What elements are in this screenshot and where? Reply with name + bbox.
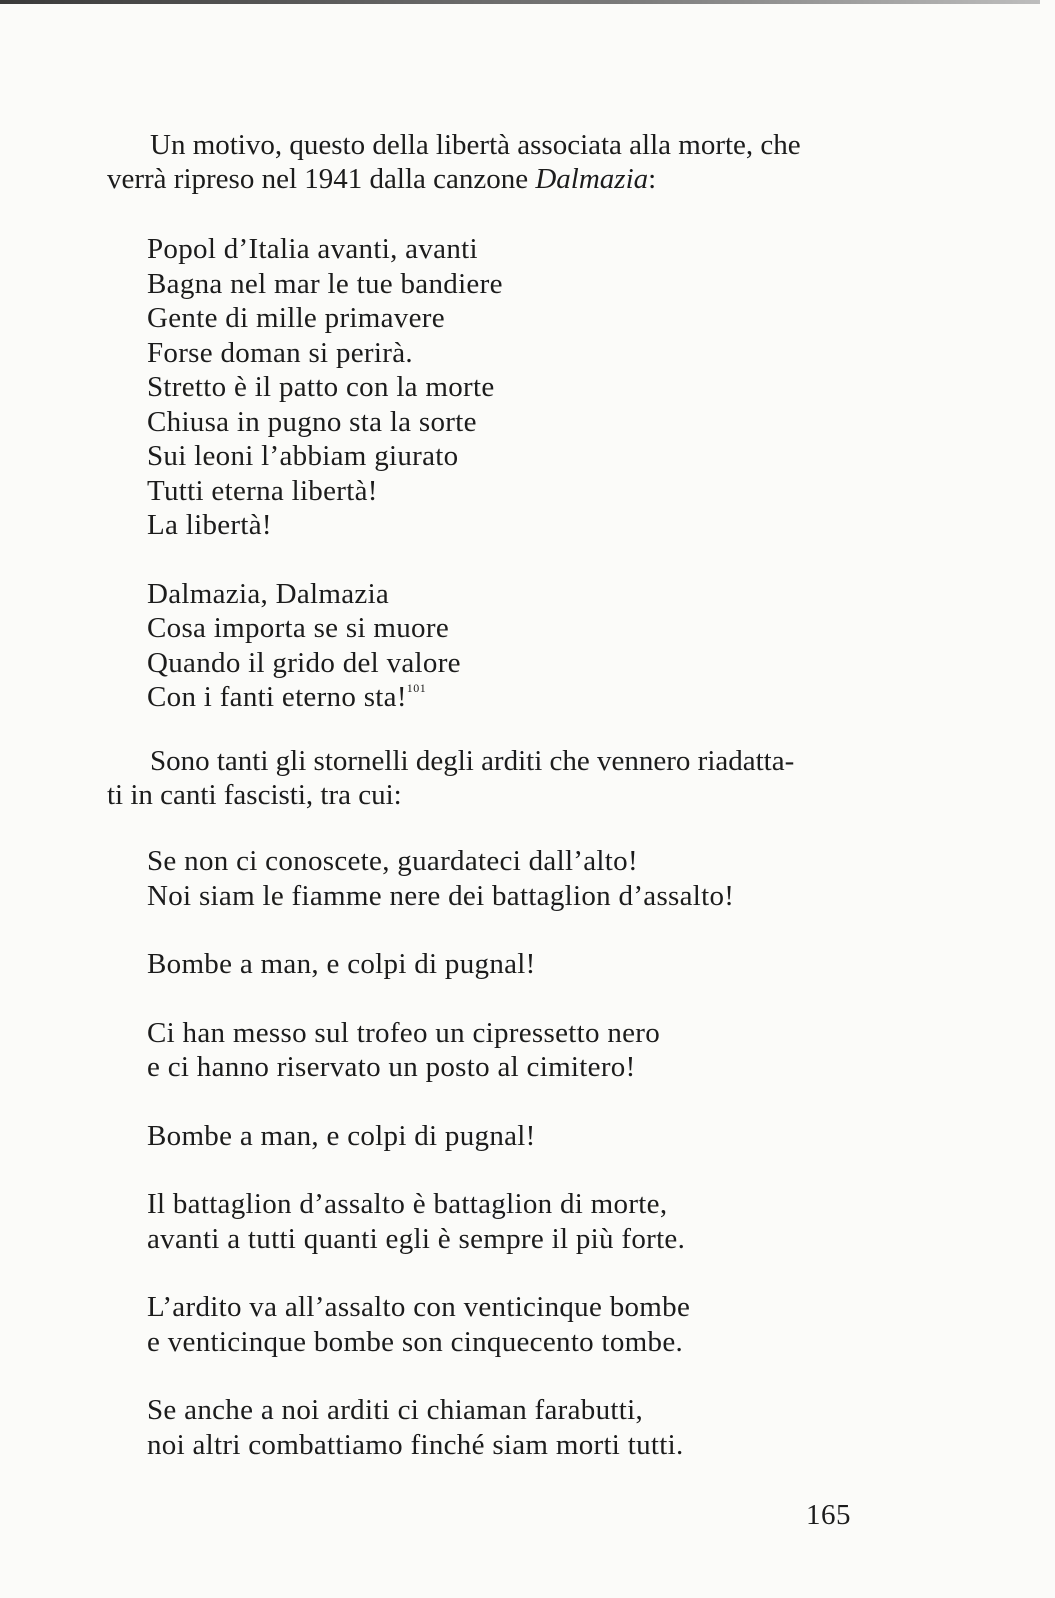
intro-paragraph xyxy=(107,128,867,196)
song-verse: Tutti eterna libertà! xyxy=(147,474,378,507)
stornello-verse: Il battaglion d’assalto è battaglion di morte, xyxy=(147,1188,668,1220)
song-verse: Forse doman si perirà. xyxy=(147,336,413,369)
stornello-verse: avanti a tutti quanti egli è sempre il più forte. xyxy=(147,1222,686,1255)
song-verse-last-text: Con i fanti eterno sta! xyxy=(147,681,407,713)
page-number: 165 xyxy=(806,1499,851,1531)
song-verse: Gente di mille primavere xyxy=(147,302,445,334)
stornello-couplet xyxy=(147,844,734,913)
song-title: Dalmazia xyxy=(535,163,649,195)
song-stanza-2 xyxy=(147,577,503,715)
transition-line-2: ti in canti fascisti, tra cui: xyxy=(107,779,402,811)
song-verse: La libertà! xyxy=(147,509,272,541)
stornello-couplet xyxy=(147,1016,734,1085)
song-verse: Stretto è il patto con la morte xyxy=(147,371,495,403)
stornello-refrain xyxy=(147,947,734,982)
stornello-verse: Se non ci conoscete, guardateci dall’alto! xyxy=(147,845,638,877)
stornello-verse: Se anche a noi arditi ci chiaman farabutti, xyxy=(147,1394,644,1426)
intro-line-2-text: verrà ripreso nel 1941 dalla canzone xyxy=(107,163,536,195)
song-verse: Dalmazia, Dalmazia xyxy=(147,577,390,610)
stornello-couplet xyxy=(147,1187,734,1256)
song-verse: Bagna nel mar le tue bandiere xyxy=(147,267,503,300)
song-stanza-1 xyxy=(147,232,503,543)
stornello-couplet xyxy=(147,1393,734,1462)
scan-top-edge xyxy=(0,0,1040,4)
song-verse: Sui leoni l’abbiam giurato xyxy=(147,440,459,472)
transition-line-1: Sono tanti gli stornelli degli arditi che vennero riadatta- xyxy=(150,745,795,777)
stornello-couplet xyxy=(147,1290,734,1359)
intro-line-2 xyxy=(107,162,867,196)
song-verse-last xyxy=(147,680,503,715)
transition-paragraph xyxy=(107,744,867,812)
song-verse: Quando il grido del valore xyxy=(147,646,461,679)
stornello-verse: noi altri combattiamo finché siam morti tutti. xyxy=(147,1428,684,1461)
stornello-verse: e venticinque bombe son cinquecento tombe. xyxy=(147,1325,684,1358)
stornello-verse: Bombe a man, e colpi di pugnal! xyxy=(147,948,536,980)
song-verse: Popol d’Italia avanti, avanti xyxy=(147,233,478,265)
stornello-verse: Ci han messo sul trofeo un cipressetto nero xyxy=(147,1016,661,1049)
stornello-verse: L’ardito va all’assalto con venticinque bombe xyxy=(147,1291,691,1323)
intro-line-2-colon: : xyxy=(648,163,657,195)
intro-line-1: Un motivo, questo della libertà associata alla morte, che xyxy=(150,129,801,161)
song-verse: Cosa importa se si muore xyxy=(147,612,449,644)
stornello-verse: e ci hanno riservato un posto al cimitero! xyxy=(147,1051,636,1083)
stornello-refrain xyxy=(147,1119,734,1154)
stornello-verse: Noi siam le fiamme nere dei battaglion d’assalto! xyxy=(147,879,735,912)
stornello-verse: Bombe a man, e colpi di pugnal! xyxy=(147,1119,536,1152)
footnote-marker: 101 xyxy=(406,681,427,695)
stornelli-arditi xyxy=(147,844,734,1462)
song-dalmazia xyxy=(147,232,503,715)
song-verse: Chiusa in pugno sta la sorte xyxy=(147,405,477,438)
